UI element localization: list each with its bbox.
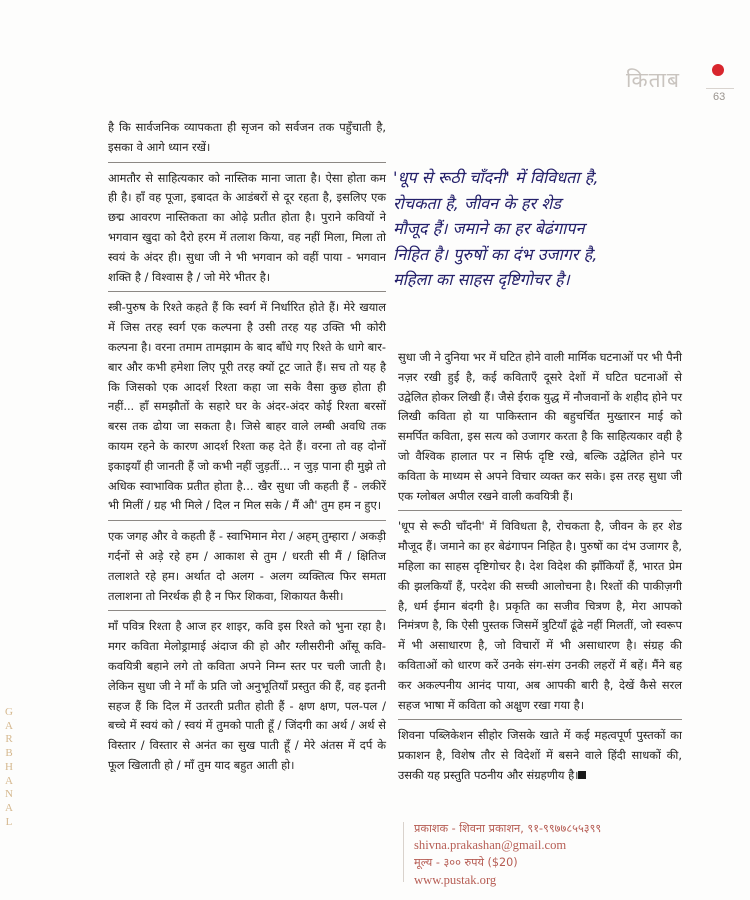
- pull-quote-line: निहित है। पुरुषों का दंभ उजागर है,: [393, 244, 598, 264]
- paragraph-with-end-mark: [398, 726, 682, 785]
- section-title: किताब: [626, 68, 680, 92]
- side-letter: A: [5, 774, 13, 787]
- paragraph: शिवना पब्लिकेशन सीहोर जिसके खाते में कई महत्वपूर्ण पुस्तकों का प्रकाशन है, विशेष तौर से विदेशों में बसने वाले हिंदी साधकों की, उसकी यह प्रस्तुति पठनीय और संग्रहणीय है।: [398, 728, 682, 782]
- paragraph-divider: [108, 610, 386, 611]
- page-number: 63: [713, 91, 726, 103]
- paragraph-divider: [398, 719, 682, 720]
- side-letter: N: [5, 788, 13, 801]
- paragraph: स्त्री-पुरुष के रिश्ते कहते हैं कि स्वर्ग में निर्धारित होते हैं। मेरे खयाल में जिस तरह स्वर्ग एक कल्पना है उसी तरह यह उक्ति भी कोरी कल्पना है। वरना तमाम तामझाम के बाद बाँधे गए रिश्ते के धागे बार-बार और कभी हमेशा लिए पूरी तरह क्यों टूट जाते हैं। सच तो यह है कि जिसको एक आदर्श रिश्ता कहा जा सके वैसा कुछ होता ही नहीं... हाँ समझौतों के सहारे घर के अंदर-अंदर कोई रिश्ता बरसों बरस तक ढोया जा सकता है। जिसे बाहर वाले लम्बी अवधि तक कायम रहने के कारण आदर्श रिश्ता कह देते हैं। वरना तो वह दोनों इकाइयाँ ही जानती हैं जो कभी नहीं जुड़तीं... न जुड़ पाना ही मुझे तो अधिक स्वाभाविक प्रतीत होता है... खैर सुधा जी कहती हैं - लकीरें भी मिलीं / ग्रह भी मिले / दिल न मिल सके / मैं औ' तुम हम न हुए।: [108, 300, 386, 513]
- publisher-line: प्रकाशक - शिवना प्रकाशन, ९१-९९७७८५५३९९: [414, 822, 602, 835]
- publisher-website: www.pustak.org: [414, 872, 497, 887]
- paragraph: एक जगह और वे कहती हैं - स्वाभिमान मेरा / अहम् तुम्हारा / अकड़ी गर्दनों से अड़े रहे हम / आकाश से तुम / धरती सी मैं / क्षितिज तलाशते रहे हम। अर्थात दो अलग - अलग व्यक्तित्व फिर समता तलाशना तो निरर्थक ही है न फिर शिकवा, शिकायत कैसी।: [108, 529, 386, 603]
- end-mark-icon: [578, 771, 586, 779]
- publisher-info: [414, 820, 684, 889]
- publisher-divider: [403, 822, 404, 882]
- header-divider: [706, 88, 734, 89]
- left-column-text: [108, 118, 386, 776]
- side-letter: A: [5, 801, 13, 814]
- vertical-magazine-label: [2, 706, 16, 829]
- book-price: मूल्य - ३०० रुपये ($20): [414, 856, 518, 870]
- side-letter: L: [5, 815, 13, 828]
- publisher-email: shivna.prakashan@gmail.com: [414, 838, 567, 853]
- paragraph-divider: [108, 291, 386, 292]
- paragraph: माँ पवित्र रिश्ता है आज हर शाइर, कवि इस रिश्ते को भुना रहा है। मगर कविता मेलोड्रामाई अंदाज की हो और ग्लीसरीनी आँसू कवि-कवयित्री बहाने लगे तो कविता अपने निम्न स्तर पर चली जाती है। लेकिन सुधा जी ने माँ के प्रति जो अनुभूतियाँ प्रस्तुत की हैं, वह इतनी सहज हैं कि दिल में उतरती प्रतीत होती हैं - क्षण क्षण, पल-पल / बच्चे में स्वयं को / स्वयं में तुमको पाती हूँ / जिंदगी का अर्थ / अर्थ से विस्तार / विस्तार से अनंत का सुख पाती हूँ / मेरे अंतस में दर्प के फूल खिलाती हो / माँ तुम याद बहुत आती हो।: [108, 619, 386, 772]
- paragraph: सुधा जी ने दुनिया भर में घटित होने वाली मार्मिक घटनाओं पर भी पैनी नज़र रखी हुई है, कई कविताएँ दूसरे देशों में घटित घटनाओं से उद्वेलित होकर लिखी हैं। जैसे ईराक युद्ध में नौजवानों के शहीद होने पर लिखी कविता हो या पाकिस्तान की बहुचर्चित मुख्तारन माई को समर्पित कविता, इस सत्य को उजागर करता है कि साहित्यकार वही है जो वैश्विक हालात पर न सिर्फ दृष्टि रखे, बल्कि उद्वेलित होने पर कविता के माध्यम से अपने विचार व्यक्त कर सके। इस तरह सुधा जी एक ग्लोबल अपील रखने वाली कवयित्री हैं।: [398, 350, 683, 503]
- paragraph: है कि सार्वजनिक व्यापकता ही सृजन को सर्वजन तक पहुँचाती है, इसका वे आगे ध्यान रखें।: [108, 120, 386, 154]
- accent-dot-icon: [712, 64, 724, 76]
- paragraph: आमतौर से साहित्यकार को नास्तिक माना जाता है। ऐसा होता कम ही है। हाँ वह पूजा, इबादत के आडंबरों से दूर रहता है, इसलिए एक छद्म आवरण नास्तिकता का ओढ़े प्रतीत होता है। पुराने कवियों ने भगवान खुदा को दैरो हरम में तलाश किया, वह नहीं मिला, मिला तो स्वयं के अंदर ही। सुधा जी ने भी भगवान को वहीं पाया - भगवान शक्ति है / विश्वास है / जो मेरे भीतर है।: [108, 170, 386, 284]
- pull-quote: [393, 165, 661, 293]
- right-column-text: [398, 348, 682, 786]
- pull-quote-line: रोचकता है, जीवन के हर शेड: [393, 193, 561, 213]
- side-letter: A: [5, 719, 13, 732]
- paragraph-divider: [108, 162, 386, 163]
- paragraph-divider: [398, 510, 682, 511]
- pull-quote-line: 'धूप से रूठी चाँदनी' में विविधता है,: [393, 168, 599, 187]
- side-letter: B: [5, 747, 13, 760]
- side-letter: G: [5, 706, 13, 718]
- pull-quote-line: मौजूद हैं। जमाने का हर बेढंगापन: [393, 219, 585, 238]
- pull-quote-line: महिला का साहस दृष्टिगोचर है।: [393, 270, 570, 289]
- side-letter: H: [5, 760, 13, 773]
- side-letter: R: [5, 733, 13, 746]
- paragraph: 'धूप से रूठी चाँदनी' में विविधता है, रोचकता है, जीवन के हर शेड मौजूद हैं। जमाने का हर बेढंगापन निहित है। पुरुषों का दंभ उजागर है, महिला का साहस दृष्टिगोचर है। देश विदेश की झाँकियाँ हैं, भारत प्रेम की झलकियाँ हैं, परदेश की सच्ची आलोचना है। रिश्तों की पाकीज़गी है, धर्म ईमान बंदगी है। प्रकृति का सजीव चित्रण है, मेरा आपको निमंत्रण है, कि ऐसी पुस्तक जिसमें त्रुटियाँ ढूंढे नहीं मिलतीं, जो स्वरूप में भी असाधारण है, जो विचारों में भी असाधारण है। संग्रह की कविताओं को धारण करें उनके संग-संग उनकी लहरों में बहें। मैंने बह कर अकल्पनीय आनंद पाया, अब आपकी बारी है, देखें कैसे सरल सहज भाषा में कविता को अक्षुण रखा गया है।: [398, 519, 682, 712]
- paragraph-divider: [108, 520, 386, 521]
